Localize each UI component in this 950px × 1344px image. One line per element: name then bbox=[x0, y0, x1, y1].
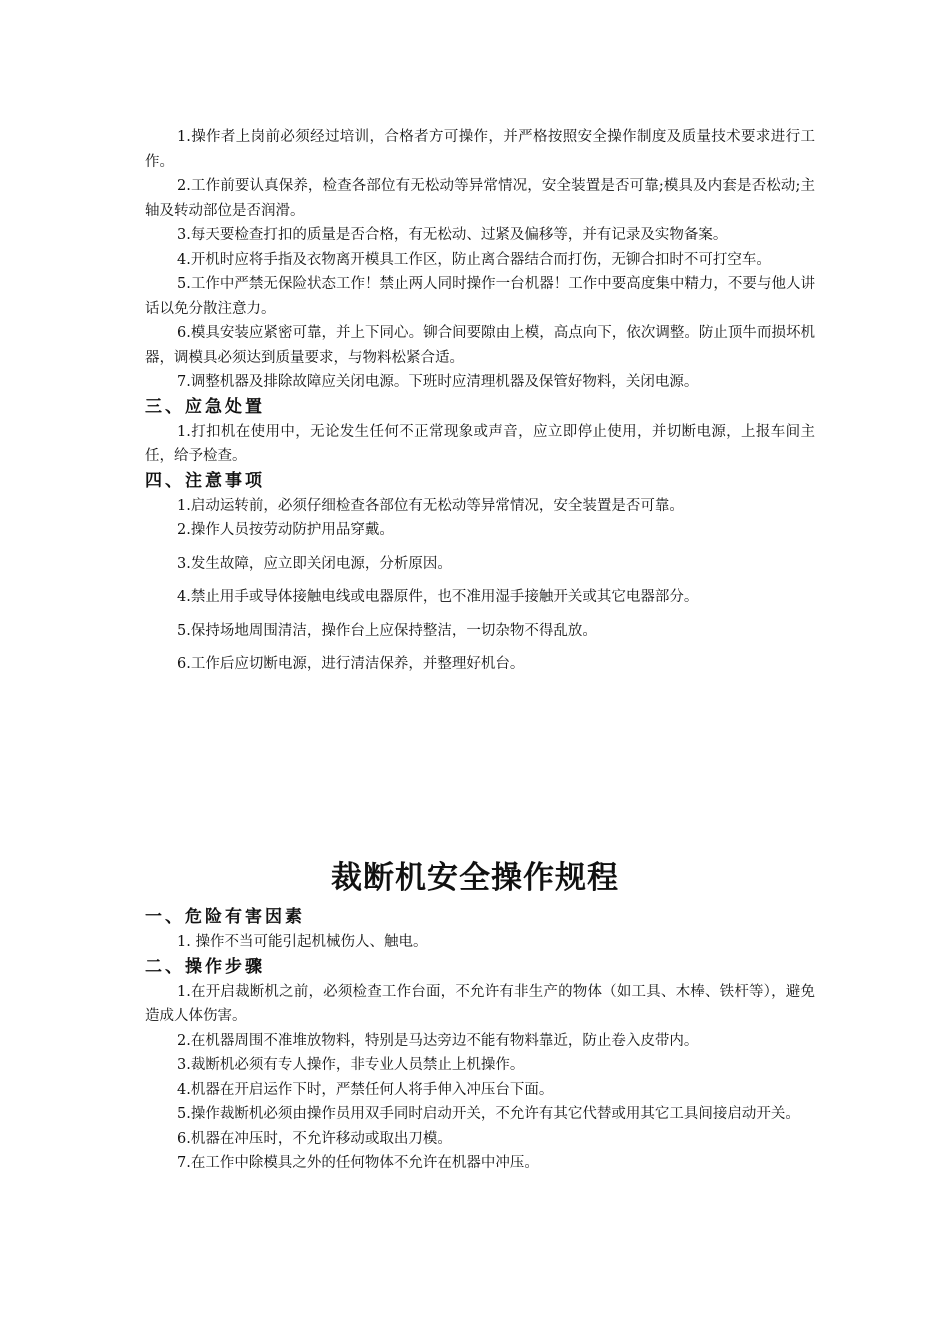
step-paragraph: 4.开机时应将手指及衣物离开模具工作区，防止离合器结合而打伤，无铆合扣时不可打空车。 bbox=[177, 251, 771, 268]
page-title: 裁断机安全操作规程 bbox=[331, 860, 619, 896]
note-paragraph: 1.启动运转前，必须仔细检查各部位有无松动等异常情况，安全装置是否可靠。 bbox=[177, 497, 684, 514]
step-paragraph: 5.工作中严禁无保险状态工作！禁止两人同时操作一台机器！工作中要高度集中精力，不要与他人讲话以免分散注意力。 bbox=[145, 276, 815, 317]
step-paragraph: 3.每天要检查打扣的质量是否合格，有无松动、过紧及偏移等，并有记录及实物备案。 bbox=[177, 227, 728, 243]
note-paragraph: 2.操作人员按劳动防护用品穿戴。 bbox=[177, 522, 394, 538]
step-paragraph: 6.模具安装应紧密可靠，并上下同心。铆合间要隙由上模，高点向下，依次调整。防止顶牛而损坏机器，调模具必须达到质量要求，与物料松紧合适。 bbox=[145, 325, 815, 366]
step-paragraph: 7.调整机器及排除故障应关闭电源。下班时应清理机器及保管好物料，关闭电源。 bbox=[177, 374, 699, 390]
step-paragraph: 1.在开启裁断机之前，必须检查工作台面，不允许有非生产的物体（如工具、木棒、铁杆等），避免造成人体伤害。 bbox=[145, 983, 815, 1024]
section-heading-steps: 二、操作步骤 bbox=[145, 956, 265, 977]
hazard-paragraph: 1. 操作不当可能引起机械伤人、触电。 bbox=[177, 934, 428, 950]
step-paragraph: 3.裁断机必须有专人操作，非专业人员禁止上机操作。 bbox=[177, 1057, 525, 1073]
procedure-steps-continued bbox=[145, 125, 815, 677]
step-paragraph: 1.操作者上岗前必须经过培训，合格者方可操作，并严格按照安全操作制度及质量技术要求进行工作。 bbox=[145, 129, 815, 170]
step-paragraph: 5.操作裁断机必须由操作员用双手同时启动开关，不允许有其它代替或用其它工具间接启动开关。 bbox=[177, 1106, 800, 1122]
section-heading-hazards: 一、危险有害因素 bbox=[145, 907, 305, 927]
step-paragraph: 4.机器在开启运作下时，严禁任何人将手伸入冲压台下面。 bbox=[177, 1081, 554, 1098]
step-paragraph: 2.在机器周围不准堆放物料，特别是马达旁边不能有物料靠近，防止卷入皮带内。 bbox=[177, 1032, 699, 1049]
cutting-machine-procedure bbox=[145, 905, 815, 1176]
step-paragraph: 2.工作前要认真保养，检查各部位有无松动等异常情况，安全装置是否可靠;模具及内套是否松动;主轴及转动部位是否润滑。 bbox=[145, 178, 815, 219]
step-paragraph: 6.机器在冲压时，不允许移动或取出刀模。 bbox=[177, 1130, 452, 1147]
note-paragraph: 5.保持场地周围清洁，操作台上应保持整洁，一切杂物不得乱放。 bbox=[177, 622, 597, 639]
note-paragraph: 6.工作后应切断电源，进行清洁保养，并整理好机台。 bbox=[177, 656, 525, 672]
note-paragraph: 3.发生故障，应立即关闭电源，分析原因。 bbox=[177, 555, 452, 572]
section-heading-emergency: 三、应急处置 bbox=[145, 396, 265, 417]
note-paragraph: 4.禁止用手或导体接触电线或电器原件，也不准用湿手接触开关或其它电器部分。 bbox=[177, 589, 699, 605]
emergency-paragraph: 1.打扣机在使用中，无论发生任何不正常现象或声音，应立即停止使用，并切断电源，上报车间主任，给予检查。 bbox=[145, 423, 815, 464]
step-paragraph: 7.在工作中除模具之外的任何物体不允许在机器中冲压。 bbox=[177, 1155, 539, 1171]
section-heading-notes: 四、注意事项 bbox=[145, 470, 265, 491]
